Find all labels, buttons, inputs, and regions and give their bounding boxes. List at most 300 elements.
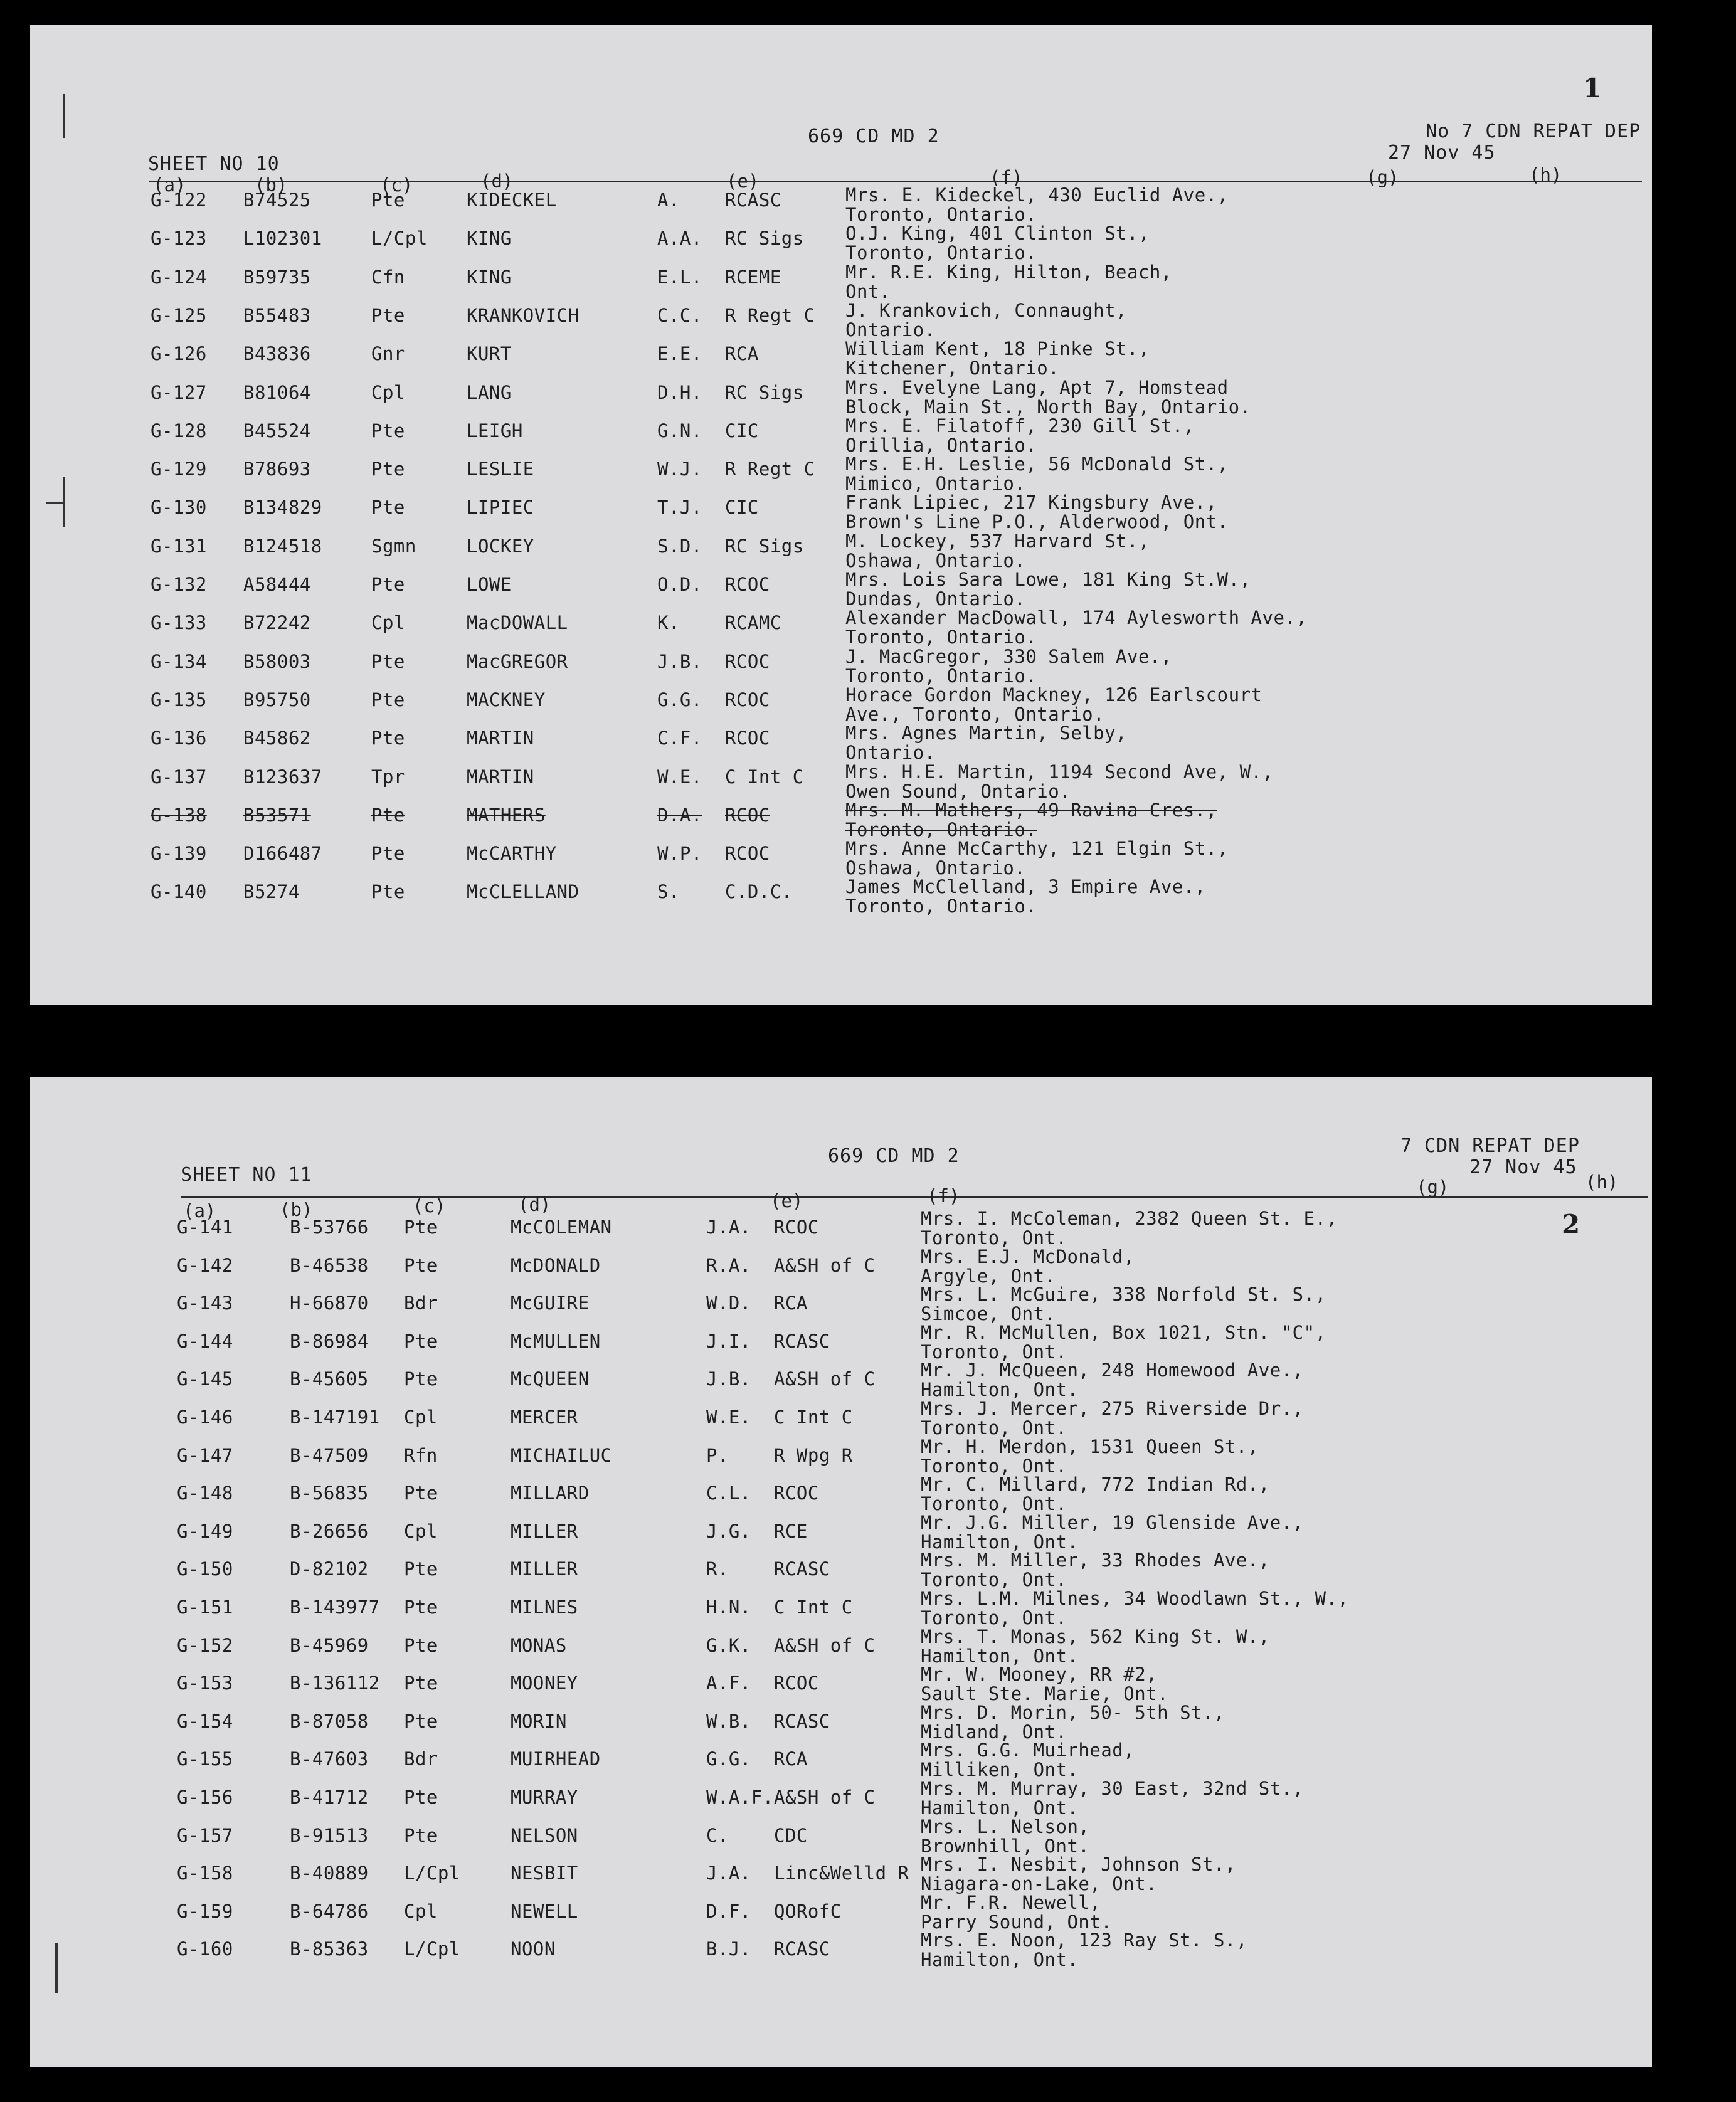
row-initials: A.F. (706, 1672, 751, 1694)
address-line-2: Mimico, Ontario. (845, 473, 1026, 495)
row-initials: W.D. (706, 1292, 751, 1314)
address-line-1: Mrs. M. Miller, 33 Rhodes Ave., (921, 1550, 1270, 1571)
address-line-1: Mr. H. Merdon, 1531 Queen St., (921, 1435, 1259, 1457)
row-rank: Pte (371, 650, 405, 672)
row-corps: R Wpg R (774, 1444, 853, 1466)
row-serial: G-129 (151, 458, 207, 480)
row-next-of-kin-address (845, 839, 1229, 878)
address-line-2: Ontario. (845, 742, 936, 764)
row-next-of-kin-address (845, 378, 1251, 417)
address-line-2: Toronto, Ont. (921, 1569, 1067, 1591)
row-surname: MERCER (511, 1407, 578, 1428)
row-regimental-number: B45524 (243, 420, 311, 441)
row-surname: NEWELL (511, 1900, 578, 1922)
row-corps: C Int C (774, 1407, 853, 1428)
row-regimental-number: B-45969 (290, 1634, 369, 1656)
address-line-1: William Kent, 18 Pinke St., (845, 338, 1150, 360)
row-rank: L/Cpl (371, 228, 428, 250)
row-rank: Pte (371, 881, 405, 903)
row-corps: RCOC (725, 727, 770, 749)
table-row (30, 261, 1652, 307)
row-rank: Pte (404, 1558, 438, 1580)
row-initials: G.K. (706, 1634, 751, 1656)
row-regimental-number: B45862 (243, 727, 311, 749)
row-surname: MARTIN (467, 727, 534, 749)
row-corps: RCA (774, 1292, 808, 1314)
row-serial: G-153 (177, 1672, 233, 1694)
row-serial: G-142 (177, 1254, 233, 1276)
table-row (30, 1511, 1652, 1561)
row-serial: G-128 (151, 420, 207, 441)
row-corps: RCAMC (725, 612, 781, 634)
row-serial: G-138 (151, 804, 207, 826)
page-number: 2 (1562, 1209, 1580, 1240)
row-rank: Pte (371, 804, 405, 826)
row-regimental-number: B-143977 (290, 1597, 380, 1618)
table-row (30, 569, 1652, 614)
address-line-2: Dundas, Ontario. (845, 588, 1026, 610)
address-line-1: Mr. J.G. Miller, 19 Glenside Ave., (921, 1511, 1304, 1533)
row-surname: KURT (467, 343, 512, 365)
row-serial: G-141 (177, 1217, 233, 1238)
unit-heading: 669 CD MD 2 (828, 1145, 960, 1167)
row-rank: Cpl (404, 1520, 438, 1542)
row-initials: W.A.F. (706, 1787, 774, 1808)
row-initials: O.D. (657, 574, 702, 595)
row-rank: Pte (371, 189, 405, 211)
row-rank: Sgmn (371, 535, 416, 557)
depot-heading: 7 CDN REPAT DEP (1400, 1135, 1580, 1157)
row-initials: G.G. (706, 1748, 751, 1770)
row-surname: McGUIRE (511, 1292, 590, 1314)
address-line-2: Brownhill, Ont. (921, 1835, 1090, 1857)
table-row (30, 722, 1652, 768)
row-next-of-kin-address (921, 1855, 1236, 1894)
row-initials: G.G. (657, 689, 702, 710)
table-row (30, 1930, 1652, 1978)
row-serial: G-143 (177, 1292, 233, 1314)
row-serial: G-140 (151, 881, 207, 903)
row-corps: A&SH of C (774, 1254, 876, 1276)
sheet-number: SHEET NO 10 (148, 153, 280, 175)
address-line-1: Mrs. E. Filatoff, 230 Gill St., (845, 415, 1195, 436)
table-row (30, 761, 1652, 806)
column-header-g: (g) (1366, 167, 1399, 188)
address-line-1: Mrs. I. McColeman, 2382 Queen St. E., (921, 1208, 1338, 1229)
row-next-of-kin-address (921, 1399, 1304, 1438)
row-initials: J.A. (706, 1217, 751, 1238)
row-initials: D.F. (706, 1900, 751, 1922)
row-regimental-number: D166487 (243, 843, 322, 865)
row-corps: RCOC (725, 689, 770, 710)
row-regimental-number: B-91513 (290, 1824, 369, 1846)
row-corps: CDC (774, 1824, 808, 1846)
column-header-d: (d) (518, 1194, 551, 1215)
row-regimental-number: B-46538 (290, 1254, 369, 1276)
row-surname: McCARTHY (467, 843, 557, 865)
row-serial: G-147 (177, 1444, 233, 1466)
row-rank: L/Cpl (404, 1938, 460, 1960)
row-corps: CIC (725, 497, 759, 519)
unit-heading: 669 CD MD 2 (808, 125, 939, 147)
table-row (30, 376, 1652, 422)
row-regimental-number: B-45605 (290, 1368, 369, 1390)
row-surname: McQUEEN (511, 1368, 590, 1390)
row-next-of-kin-address (921, 1703, 1225, 1742)
row-serial: G-122 (151, 189, 207, 211)
row-surname: LOCKEY (467, 535, 534, 557)
address-line-1: Mrs. I. Nesbit, Johnson St., (921, 1854, 1236, 1876)
address-line-2: Toronto, Ontario. (845, 818, 1037, 840)
row-regimental-number: B-47603 (290, 1748, 369, 1770)
row-regimental-number: B-87058 (290, 1710, 369, 1732)
row-regimental-number: B53571 (243, 804, 311, 826)
row-serial: G-146 (177, 1407, 233, 1428)
row-surname: McCOLEMAN (511, 1217, 612, 1238)
table-row (30, 799, 1652, 845)
address-line-1: Mr. R.E. King, Hilton, Beach, (845, 261, 1172, 283)
column-header-f: (f) (927, 1185, 960, 1207)
address-line-2: Milliken, Ont. (921, 1759, 1079, 1781)
address-line-2: Orillia, Ontario. (845, 434, 1037, 456)
row-next-of-kin-address (921, 1779, 1304, 1818)
row-serial: G-131 (151, 535, 207, 557)
address-line-1: Frank Lipiec, 217 Kingsbury Ave., (845, 492, 1217, 514)
address-line-2: Toronto, Ont. (921, 1341, 1067, 1363)
table-row (30, 1474, 1652, 1523)
row-next-of-kin-address (845, 763, 1273, 801)
row-initials: B.J. (706, 1938, 751, 1960)
table-row (30, 645, 1652, 691)
row-serial: G-125 (151, 304, 207, 326)
row-initials: W.P. (657, 843, 702, 865)
row-rank: Bdr (404, 1292, 438, 1314)
row-initials: W.B. (706, 1710, 751, 1732)
row-corps: QORofC (774, 1900, 842, 1922)
row-serial: G-148 (177, 1482, 233, 1504)
row-next-of-kin-address (921, 1931, 1247, 1970)
row-corps: R Regt C (725, 304, 815, 326)
column-header-a: (a) (183, 1200, 216, 1222)
row-surname: MONAS (511, 1634, 567, 1656)
row-rank: Pte (404, 1672, 438, 1694)
table-row (30, 838, 1652, 883)
row-serial: G-159 (177, 1900, 233, 1922)
table-row (30, 607, 1652, 652)
table-row (30, 415, 1652, 460)
row-next-of-kin-address (845, 801, 1217, 840)
address-line-1: Mr. C. Millard, 772 Indian Rd., (921, 1474, 1270, 1496)
row-surname: LESLIE (467, 458, 534, 480)
table-row (30, 1588, 1652, 1637)
row-next-of-kin-address (921, 1665, 1168, 1704)
row-corps: RCOC (725, 574, 770, 595)
row-regimental-number: B74525 (243, 189, 311, 211)
address-line-2: Hamilton, Ont. (921, 1949, 1079, 1971)
row-serial: G-160 (177, 1938, 233, 1960)
address-line-1: Mrs. J. Mercer, 275 Riverside Dr., (921, 1398, 1304, 1419)
table-row (30, 1854, 1652, 1903)
row-rank: L/Cpl (404, 1862, 460, 1884)
row-corps: RC Sigs (725, 381, 804, 403)
table-row (30, 453, 1652, 499)
table-row (30, 684, 1652, 729)
row-surname: LIPIEC (467, 497, 534, 519)
row-serial: G-134 (151, 650, 207, 672)
row-next-of-kin-address (921, 1475, 1270, 1514)
row-next-of-kin-address (845, 301, 1127, 340)
row-regimental-number: L102301 (243, 228, 322, 250)
address-line-1: Horace Gordon Mackney, 126 Earlscourt (845, 684, 1262, 705)
row-initials: C.L. (706, 1482, 751, 1504)
row-next-of-kin-address (845, 724, 1127, 763)
row-corps: RCOC (725, 843, 770, 865)
row-rank: Cfn (371, 266, 405, 288)
table-row (30, 1398, 1652, 1447)
row-next-of-kin-address (921, 1437, 1259, 1476)
row-corps: RCASC (774, 1938, 830, 1960)
row-rank: Cpl (371, 612, 405, 634)
row-rank: Pte (404, 1368, 438, 1390)
row-serial: G-151 (177, 1597, 233, 1618)
row-regimental-number: B-53766 (290, 1217, 369, 1238)
row-corps: C.D.C. (725, 881, 793, 903)
row-serial: G-133 (151, 612, 207, 634)
row-initials: E.L. (657, 266, 702, 288)
row-serial: G-157 (177, 1824, 233, 1846)
address-line-1: Mrs. H.E. Martin, 1194 Second Ave, W., (845, 761, 1274, 783)
row-rank: Pte (404, 1330, 438, 1352)
row-regimental-number: B-86984 (290, 1330, 369, 1352)
table-row (30, 1284, 1652, 1333)
address-line-1: Alexander MacDowall, 174 Aylesworth Ave., (845, 607, 1308, 629)
row-surname: MICHAILUC (511, 1444, 612, 1466)
row-rank: Rfn (404, 1444, 438, 1466)
row-regimental-number: B-41712 (290, 1787, 369, 1808)
row-corps: A&SH of C (774, 1787, 876, 1808)
row-corps: RCOC (774, 1672, 819, 1694)
row-regimental-number: B55483 (243, 304, 311, 326)
address-line-2: Toronto, Ont. (921, 1227, 1067, 1249)
address-line-1: Mrs. Evelyne Lang, Apt 7, Homstead (845, 376, 1229, 398)
row-regimental-number: B-85363 (290, 1938, 369, 1960)
row-rank: Pte (371, 727, 405, 749)
row-next-of-kin-address (845, 224, 1150, 263)
row-corps: RCOC (774, 1217, 819, 1238)
row-regimental-number: B124518 (243, 535, 322, 557)
row-next-of-kin-address (921, 1247, 1135, 1286)
row-serial: G-127 (151, 381, 207, 403)
address-line-1: J. Krankovich, Connaught, (845, 299, 1127, 321)
table-row (30, 1778, 1652, 1827)
address-line-1: Mrs. G.G. Muirhead, (921, 1740, 1135, 1761)
table-row (30, 492, 1652, 537)
row-surname: MILLER (511, 1558, 578, 1580)
row-next-of-kin-address (845, 685, 1262, 724)
row-serial: G-149 (177, 1520, 233, 1542)
table-row (30, 1208, 1652, 1257)
row-surname: MACKNEY (467, 689, 546, 710)
address-line-2: Sault Ste. Marie, Ont. (921, 1683, 1169, 1705)
row-surname: McCLELLAND (467, 881, 580, 903)
address-line-1: Mrs. L.M. Milnes, 34 Woodlawn St., W., (921, 1588, 1349, 1609)
column-header-h: (h) (1529, 164, 1562, 186)
row-serial: G-158 (177, 1862, 233, 1884)
sheet-date: 27 Nov 45 (1469, 1156, 1577, 1178)
row-regimental-number: B72242 (243, 612, 311, 634)
row-next-of-kin-address (845, 877, 1206, 916)
row-initials: S. (657, 881, 680, 903)
row-corps: RC Sigs (725, 535, 804, 557)
address-line-2: Toronto, Ont. (921, 1493, 1067, 1515)
row-surname: McDONALD (511, 1254, 601, 1276)
row-surname: KING (467, 228, 512, 250)
row-next-of-kin-address (921, 1741, 1135, 1780)
row-serial: G-137 (151, 766, 207, 788)
address-line-2: Ontario. (845, 319, 936, 341)
row-next-of-kin-address (845, 608, 1307, 647)
row-serial: G-124 (151, 266, 207, 288)
table-row (30, 299, 1652, 345)
edge-mark (63, 94, 65, 138)
row-serial: G-152 (177, 1634, 233, 1656)
row-rank: Cpl (404, 1407, 438, 1428)
address-line-1: Mrs. L. Nelson, (921, 1815, 1090, 1837)
row-rank: Pte (371, 689, 405, 710)
table-row (30, 184, 1652, 230)
row-corps: A&SH of C (774, 1368, 876, 1390)
row-initials: J.I. (706, 1330, 751, 1352)
address-line-2: Toronto, Ontario. (845, 665, 1037, 687)
row-regimental-number: A58444 (243, 574, 311, 595)
row-next-of-kin-address (921, 1513, 1304, 1552)
row-corps: RCA (774, 1748, 808, 1770)
row-corps: RCASC (774, 1558, 830, 1580)
row-surname: MATHERS (467, 804, 546, 826)
row-corps: RCASC (774, 1710, 830, 1732)
row-serial: G-126 (151, 343, 207, 365)
row-serial: G-123 (151, 228, 207, 250)
row-serial: G-132 (151, 574, 207, 595)
row-serial: G-130 (151, 497, 207, 519)
row-corps: RCE (774, 1520, 808, 1542)
column-header-g: (g) (1416, 1176, 1449, 1198)
address-line-2: Simcoe, Ont. (921, 1303, 1056, 1325)
table-row (30, 1435, 1652, 1485)
row-rank: Pte (371, 574, 405, 595)
row-rank: Pte (404, 1254, 438, 1276)
address-line-2: Toronto, Ontario. (845, 895, 1037, 917)
address-line-2: Hamilton, Ont. (921, 1531, 1079, 1553)
address-line-2: Kitchener, Ontario. (845, 357, 1060, 379)
address-line-1: Mrs. L. McGuire, 338 Norfold St. S., (921, 1284, 1326, 1306)
row-initials: W.E. (706, 1407, 751, 1428)
row-regimental-number: H-66870 (290, 1292, 369, 1314)
row-rank: Gnr (371, 343, 405, 365)
row-initials: W.J. (657, 458, 702, 480)
row-regimental-number: D-82102 (290, 1558, 369, 1580)
row-corps: R Regt C (725, 458, 815, 480)
address-line-2: Oshawa, Ontario. (845, 549, 1026, 571)
row-surname: NOON (511, 1938, 556, 1960)
column-header-a: (a) (153, 174, 186, 196)
table-row (30, 1245, 1652, 1295)
address-line-1: Mr. W. Mooney, RR #2, (921, 1664, 1158, 1686)
row-rank: Pte (371, 304, 405, 326)
address-line-1: O.J. King, 401 Clinton St., (845, 223, 1150, 245)
row-serial: G-155 (177, 1748, 233, 1770)
row-corps: C Int C (774, 1597, 853, 1618)
address-line-2: Toronto, Ont. (921, 1607, 1067, 1629)
row-serial: G-136 (151, 727, 207, 749)
row-initials: R. (706, 1558, 729, 1580)
row-initials: T.J. (657, 497, 702, 519)
address-line-2: Hamilton, Ont. (921, 1379, 1079, 1401)
sheet-number: SHEET NO 11 (181, 1164, 312, 1186)
row-regimental-number: B-40889 (290, 1862, 369, 1884)
row-surname: MORIN (511, 1710, 567, 1732)
address-line-2: Toronto, Ontario. (845, 242, 1037, 264)
table-row (30, 338, 1652, 383)
row-serial: G-156 (177, 1787, 233, 1808)
column-header-b: (b) (255, 174, 288, 196)
row-initials: J.G. (706, 1520, 751, 1542)
row-next-of-kin-address (845, 570, 1251, 609)
row-initials: P. (706, 1444, 729, 1466)
row-initials: D.A. (657, 804, 702, 826)
column-header-d: (d) (480, 171, 514, 192)
row-regimental-number: B134829 (243, 497, 322, 519)
address-line-1: Mr. J. McQueen, 248 Homewood Ave., (921, 1360, 1304, 1381)
row-next-of-kin-address (921, 1361, 1304, 1400)
row-rank: Pte (371, 497, 405, 519)
address-line-1: Mrs. Agnes Martin, Selby, (845, 722, 1127, 744)
address-line-1: Mrs. E. Kideckel, 430 Euclid Ave., (845, 184, 1229, 206)
address-line-1: Mrs. E.J. McDonald, (921, 1245, 1135, 1267)
row-surname: NESBIT (511, 1862, 578, 1884)
row-rank: Pte (404, 1482, 438, 1504)
row-next-of-kin-address (921, 1209, 1338, 1248)
row-rank: Cpl (404, 1900, 438, 1922)
row-next-of-kin-address (845, 263, 1172, 302)
row-surname: KRANKOVICH (467, 304, 580, 326)
address-line-2: Toronto, Ontario. (845, 626, 1037, 648)
address-line-1: J. MacGregor, 330 Salem Ave., (845, 645, 1172, 667)
row-regimental-number: B-26656 (290, 1520, 369, 1542)
row-rank: Cpl (371, 381, 405, 403)
row-surname: LANG (467, 381, 512, 403)
row-surname: MUIRHEAD (511, 1748, 601, 1770)
row-serial: G-145 (177, 1368, 233, 1390)
row-initials: E.E. (657, 343, 702, 365)
row-surname: MARTIN (467, 766, 534, 788)
row-surname: KIDECKEL (467, 189, 557, 211)
row-initials: A.A. (657, 228, 702, 250)
column-header-h: (h) (1585, 1171, 1619, 1193)
row-corps: C Int C (725, 766, 804, 788)
row-surname: McMULLEN (511, 1330, 601, 1352)
row-rank: Tpr (371, 766, 405, 788)
row-initials: J.A. (706, 1862, 751, 1884)
row-rank: Pte (371, 843, 405, 865)
row-initials: D.H. (657, 381, 702, 403)
address-line-2: Niagara-on-Lake, Ont. (921, 1873, 1158, 1895)
row-surname: MILLER (511, 1520, 578, 1542)
row-initials: K. (657, 612, 680, 634)
address-line-1: M. Lockey, 537 Harvard St., (845, 530, 1150, 552)
address-line-1: James McClelland, 3 Empire Ave., (845, 876, 1206, 898)
row-surname: MOONEY (511, 1672, 578, 1694)
